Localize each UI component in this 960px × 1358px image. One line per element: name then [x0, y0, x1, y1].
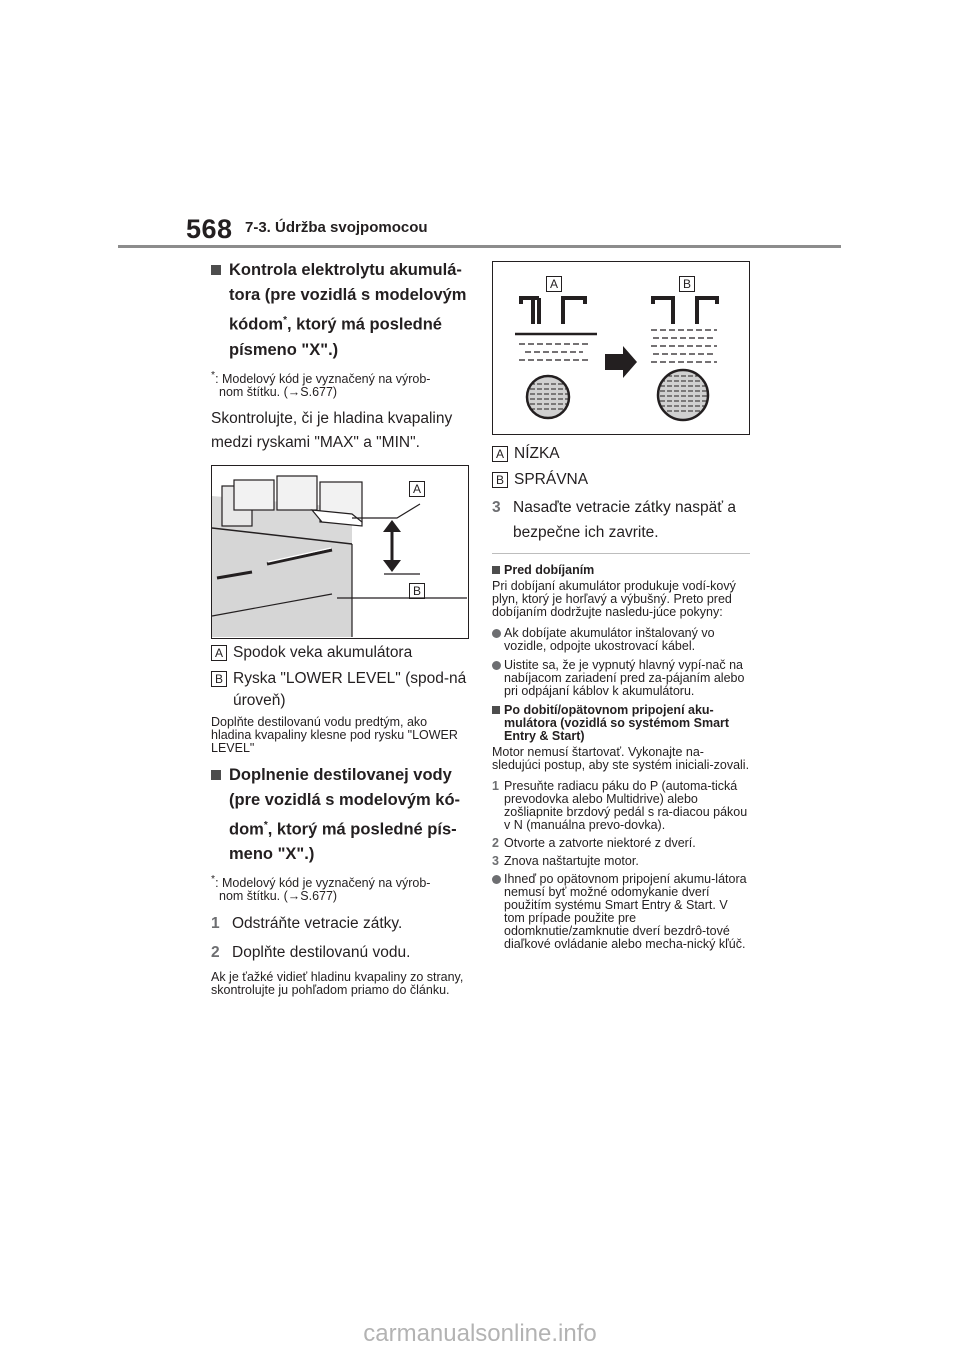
- footnote-mark: *: [263, 819, 268, 831]
- legend-tag: B: [492, 472, 508, 488]
- step-text: Znova naštartujte motor.: [504, 854, 639, 868]
- bullet-text: Ihneď po opätovnom pripojení akumu-látora nemusí byť možné odomykanie dverí použitím systému Smart Entry & Start. V tom prípade použite pre odomknutie/zamknutie dverí bezdrô-tové diaľkové ovládanie alebo mecha-nický kľúč.: [504, 872, 747, 951]
- section-title: 7-3. Údržba svojpomocou: [245, 219, 428, 236]
- footnote-mark: *: [283, 315, 287, 326]
- heading-distilled-water: [211, 763, 469, 868]
- legend-item-b: [492, 469, 750, 491]
- step-text: Nasaďte vetracie zátky naspäť a bezpečne ich zavrite.: [513, 499, 736, 541]
- step-text: Presuňte radiacu páku do P (automa-tická prevodovka alebo Multidrive) alebo zošliapnite brzdový pedál s ra-diacou pákou v N (manuálna prevo-dovka).: [504, 779, 748, 832]
- page-number: 568: [186, 214, 233, 244]
- footnote-text: : Modelový kód je vyznačený na výrob-: [215, 876, 431, 891]
- legend-item-a: [211, 642, 469, 664]
- substep-2: [492, 837, 750, 850]
- hint-text: Ak je ťažké vidieť hladinu kvapaliny zo strany, skontrolujte ju pohľadom priamo do článku.: [211, 970, 464, 998]
- reinit-instruction: Motor nemusí štartovať. Vykonajte na-sledujúci postup, aby ste systém iniciali-zovali.: [492, 745, 750, 772]
- fluid-level-figure: [492, 261, 750, 435]
- step-number: 1: [211, 915, 220, 933]
- round-bullet-icon: [492, 629, 501, 638]
- legend-item-a: [492, 443, 750, 465]
- left-column: [211, 258, 469, 1005]
- footnote-text: nom štítku. (→S.677): [219, 889, 338, 904]
- heading-line: , ktorý má posledné: [287, 315, 442, 334]
- heading-line: tora (pre vozidlá s modelovým: [229, 286, 467, 304]
- step-text: Odstráňte vetracie zátky.: [232, 915, 403, 933]
- figure-label-a: A: [546, 276, 562, 292]
- charging-warning: Pri dobíjaní akumulátor produkuje vodí-kový plyn, ktorý je horľavý a výbušný. Preto pred dobíjaním dodržujte nasledu-júce pokyny:: [492, 579, 736, 619]
- legend-item-b: [211, 668, 469, 712]
- heading-electrolyte-check: [211, 258, 469, 363]
- heading-before-charging: [492, 564, 750, 577]
- step-number: 2: [492, 836, 499, 850]
- heading-line: Kontrola elektrolytu akumulá-: [229, 261, 462, 279]
- step-number: 2: [211, 944, 220, 962]
- step-number: 1: [492, 779, 499, 793]
- heading-line: Doplnenie destilovanej vody: [229, 765, 452, 784]
- footnote-mark: *: [211, 369, 216, 381]
- substep-1: [492, 780, 750, 832]
- step-number: 3: [492, 854, 499, 868]
- legend-text: NÍZKA: [514, 445, 560, 462]
- footnote-text: nom štítku. (→S.677): [219, 384, 338, 399]
- figure-label-b: B: [409, 583, 425, 599]
- step-2: [211, 940, 469, 965]
- right-column: [492, 261, 750, 957]
- subheading-text: Pred dobíjaním: [504, 563, 595, 577]
- footnote-text: : Modelový kód je vyznačený na výrob-: [215, 371, 431, 386]
- battery-side-illustration: [212, 466, 467, 637]
- heading-line: (pre vozidlá s modelovým kó-: [229, 790, 461, 809]
- bullet-item: [492, 659, 750, 698]
- heading-after-charging: [492, 704, 750, 743]
- square-bullet-icon: [492, 566, 500, 574]
- heading-line: dom: [229, 820, 264, 839]
- square-bullet-icon: [492, 706, 500, 714]
- figure-label-b: B: [679, 276, 695, 292]
- refill-note: Doplňte destilovanú vodu predtým, ako hladina kvapaliny klesne pod rysku "LOWER LEVEL": [211, 714, 458, 755]
- heading-line: kódom: [229, 315, 284, 334]
- step-text: Doplňte destilovanú vodu.: [232, 944, 411, 962]
- step-1: [211, 911, 469, 936]
- round-bullet-icon: [492, 661, 501, 670]
- figure-label-a: A: [409, 481, 425, 497]
- legend-tag: A: [492, 446, 508, 462]
- legend-tag: B: [211, 671, 227, 687]
- step-text: Otvorte a zatvorte niektoré z dverí.: [504, 836, 696, 850]
- bullet-text: Uistite sa, že je vypnutý hlavný vypí-nač na nabíjacom zariadení pred za-pájaním alebo pri odpájaní káblov k akumulátoru.: [504, 658, 745, 698]
- fluid-level-illustration: [493, 262, 748, 433]
- header-rule: [118, 245, 841, 248]
- legend-text: Ryska "LOWER LEVEL" (spod-ná úroveň): [233, 669, 467, 709]
- step-number: 3: [492, 499, 501, 516]
- footnote-mark: *: [211, 874, 216, 886]
- round-bullet-icon: [492, 875, 501, 884]
- bullet-item: [492, 627, 750, 653]
- square-bullet-icon: [211, 265, 221, 275]
- heading-line: meno "X".): [229, 845, 315, 864]
- subheading-text: Po dobití/opätovnom pripojení aku-mulátora (vozidlá so systémom Smart Entry & Start): [504, 703, 730, 743]
- heading-line: písmeno "X".): [229, 340, 339, 359]
- battery-level-figure: [211, 465, 469, 639]
- watermark: carmanualsonline.info: [363, 1320, 597, 1347]
- footnote: [211, 873, 469, 903]
- step-3: [492, 495, 750, 545]
- bullet-text: Ak dobíjate akumulátor inštalovaný vo vozidle, odpojte ukostrovací kábel.: [504, 626, 715, 653]
- legend-text: Spodok veka akumulátora: [233, 643, 413, 661]
- substep-3: [492, 855, 750, 868]
- square-bullet-icon: [211, 770, 221, 780]
- footnote: [211, 369, 469, 399]
- legend-tag: A: [211, 645, 227, 661]
- bullet-item: [492, 873, 750, 951]
- heading-line: , ktorý má posledné pís-: [267, 820, 457, 839]
- legend-text: SPRÁVNA: [514, 471, 589, 488]
- check-instruction: Skontrolujte, či je hladina kvapaliny medzi ryskami "MAX" a "MIN".: [211, 409, 453, 451]
- section-divider: [492, 553, 750, 554]
